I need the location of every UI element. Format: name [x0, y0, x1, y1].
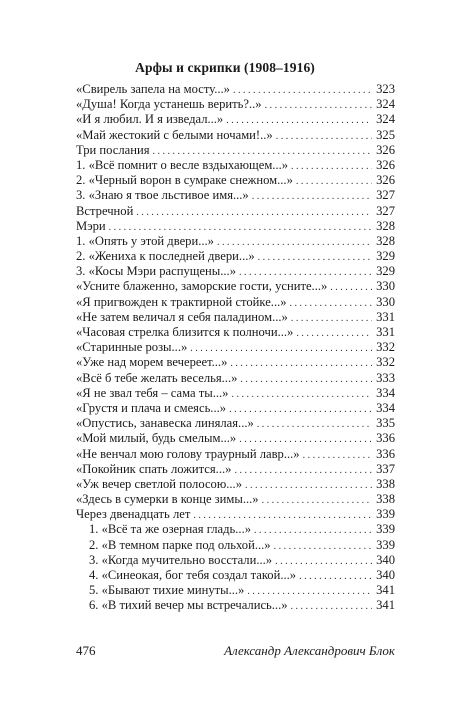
- toc-entry-page: 330: [376, 279, 395, 294]
- dot-leader: [231, 387, 372, 402]
- toc-entry-title: 6. «В тихий вечер мы встречались...»: [89, 598, 288, 613]
- toc-entry-page: 334: [376, 400, 395, 415]
- toc-entry-title: Встречной: [76, 203, 134, 218]
- dot-leader: [190, 341, 372, 356]
- toc-entry: [76, 173, 395, 188]
- toc-entry-title: «Не затем величал я себя паладином...»: [76, 309, 288, 324]
- toc-entry: [76, 204, 395, 219]
- toc-entry-page: 339: [376, 537, 395, 552]
- dot-leader: [262, 493, 372, 508]
- toc-entry-title: 3. «Знаю я твое льстивое имя...»: [76, 188, 249, 203]
- toc-entry-page: 341: [376, 583, 395, 598]
- toc-entry-page: 325: [376, 127, 395, 142]
- toc-entry: [76, 386, 395, 401]
- toc-entry-page: 332: [376, 355, 395, 370]
- toc-entry-page: 327: [376, 188, 395, 203]
- dot-leader: [257, 417, 372, 432]
- toc-entry: [76, 128, 395, 143]
- toc-entry-title: Мэри: [76, 218, 106, 233]
- toc-entry-page: 341: [376, 598, 395, 613]
- toc-entry-page: 331: [376, 325, 395, 339]
- toc-entry-page: 330: [376, 294, 395, 309]
- dot-leader: [247, 584, 372, 599]
- toc-entry: [76, 522, 395, 537]
- toc-entry: [76, 340, 395, 355]
- toc-entry-title: «И я любил. И я изведал...»: [76, 112, 224, 127]
- toc-entry: [76, 416, 395, 431]
- dot-leader: [252, 189, 372, 204]
- toc-entry: [76, 371, 395, 386]
- dot-leader: [258, 250, 372, 265]
- toc-entry-title: «Мой милый, будь смелым...»: [76, 431, 237, 446]
- toc-entry-title: 4. «Синеокая, бог тебя создал такой...»: [89, 568, 297, 582]
- toc-entry-title: «Душа! Когда устанешь верить?..»: [76, 97, 262, 112]
- toc-entry: [76, 82, 395, 97]
- toc-entry-page: 333: [376, 370, 395, 385]
- dot-leader: [217, 235, 372, 250]
- toc-entry-title: «Опустись, занавеска линялая...»: [76, 416, 254, 431]
- toc-entry-page: 326: [376, 157, 395, 172]
- page-footer: [76, 643, 395, 659]
- toc-entry-title: «Грустя и плача и смеясь...»: [76, 400, 227, 415]
- toc-entry-title: «Уже над морем вечереет...»: [76, 355, 228, 370]
- toc-entry-page: 338: [376, 492, 395, 507]
- toc-entry-page: 331: [376, 309, 395, 324]
- toc-entry-page: 336: [376, 446, 395, 461]
- dot-leader: [291, 311, 372, 326]
- toc-entry-title: 2. «Черный ворон в сумраке снежном...»: [76, 173, 293, 188]
- toc-entry-page: 328: [376, 233, 395, 248]
- toc-entry: [76, 583, 395, 598]
- toc-entry-title: «Часовая стрелка близится к полночи...»: [76, 325, 294, 339]
- toc-entry: [76, 325, 395, 340]
- toc-entry-title: 2. «Жениха к последней двери...»: [76, 249, 255, 264]
- toc-entry: [76, 447, 395, 462]
- toc-entry: [76, 492, 395, 507]
- toc-entry-title: 3. «Косы Мэри распущены...»: [76, 264, 237, 279]
- toc-entry-title: 5. «Бывают тихие минуты...»: [89, 583, 245, 598]
- toc-entry-page: 340: [376, 552, 395, 567]
- dot-leader: [290, 296, 372, 311]
- toc-entry-page: 324: [376, 112, 395, 127]
- dot-leader: [330, 280, 372, 295]
- toc-entry-title: Три послания: [76, 142, 150, 157]
- dot-leader: [239, 432, 372, 447]
- toc-entry-title: «Я не звал тебя – сама ты...»: [76, 385, 229, 400]
- toc-entry: [76, 264, 395, 279]
- toc-entry: [76, 219, 395, 234]
- toc-entry-page: 334: [376, 385, 395, 400]
- toc-entry-title: «Покойник спать ложится...»: [76, 461, 232, 476]
- toc-entry-page: 328: [376, 218, 395, 233]
- toc-entry: [76, 431, 395, 446]
- toc-entry-title: «Май жестокий с белыми ночами!..»: [76, 127, 273, 142]
- toc-entry: [76, 462, 395, 477]
- toc-entry-title: «Не венчал мою голову траурный лавр...»: [76, 446, 300, 461]
- toc-entry: [76, 112, 395, 127]
- dot-leader: [230, 356, 372, 371]
- dot-leader: [276, 129, 372, 144]
- toc-entry: [76, 249, 395, 264]
- dot-leader: [233, 83, 372, 98]
- toc-entry-title: «Всё б тебе желать веселья...»: [76, 370, 238, 385]
- dot-leader: [275, 554, 372, 569]
- toc-entry: [76, 295, 395, 310]
- toc-entry-page: 327: [376, 203, 395, 218]
- dot-leader: [226, 113, 372, 128]
- toc-entry-title: «Уж вечер светлой полосою...»: [76, 476, 242, 491]
- toc-entry-title: «Я пригвожден к трактирной стойке...»: [76, 294, 287, 309]
- dot-leader: [136, 205, 372, 220]
- dot-leader: [296, 326, 372, 341]
- toc-entry-page: 338: [376, 476, 395, 491]
- toc-entry-title: «Усните блаженно, заморские гости, усните...»: [76, 279, 328, 294]
- running-author: Александр Александрович Блок: [224, 643, 395, 658]
- dot-leader: [234, 463, 372, 478]
- toc-entry-page: 337: [376, 461, 395, 476]
- dot-leader: [299, 569, 372, 584]
- toc-entry-page: 326: [376, 173, 395, 188]
- toc-entry-title: 1. «Опять у этой двери...»: [76, 233, 214, 248]
- dot-leader: [239, 265, 372, 280]
- toc-entry-title: Через двенадцать лет: [76, 507, 191, 522]
- toc-entry-page: 326: [376, 142, 395, 157]
- table-of-contents: [76, 82, 395, 614]
- toc-entry-page: 324: [376, 97, 395, 112]
- toc-entry: [76, 507, 395, 522]
- toc-entry-page: 339: [376, 522, 395, 537]
- toc-entry: [76, 279, 395, 294]
- toc-entry-page: 332: [376, 340, 395, 355]
- toc-entry-title: 1. «Всё та же озерная гладь...»: [89, 522, 252, 537]
- dot-leader: [109, 220, 372, 235]
- toc-entry-page: 339: [376, 507, 395, 522]
- toc-entry: [76, 598, 395, 613]
- toc-entry: [76, 401, 395, 416]
- toc-entry-page: 335: [376, 416, 395, 431]
- page-number: 476: [76, 643, 96, 658]
- toc-entry: [76, 568, 395, 583]
- dot-leader: [296, 174, 372, 189]
- dot-leader: [245, 478, 372, 493]
- toc-entry-page: 329: [376, 264, 395, 279]
- section-title: Арфы и скрипки (1908–1916): [135, 60, 315, 75]
- toc-entry: [76, 158, 395, 173]
- dot-leader: [229, 402, 372, 417]
- toc-entry: [76, 188, 395, 203]
- dot-leader: [254, 523, 372, 538]
- toc-entry: [76, 143, 395, 158]
- toc-entry-title: 3. «Когда мучительно восстали...»: [89, 552, 273, 567]
- dot-leader: [193, 508, 372, 523]
- toc-entry: [76, 234, 395, 249]
- dot-leader: [303, 448, 372, 463]
- toc-entry-title: «Здесь в сумерки в конце зимы...»: [76, 492, 259, 507]
- toc-entry-page: 323: [376, 82, 395, 96]
- toc-entry: [76, 310, 395, 325]
- toc-entry-title: «Старинные розы...»: [76, 340, 188, 355]
- dot-leader: [291, 159, 372, 174]
- dot-leader: [240, 372, 372, 387]
- toc-entry: [76, 97, 395, 112]
- dot-leader: [152, 144, 372, 159]
- toc-entry-title: 1. «Всё помнит о весле вздыхающем...»: [76, 157, 289, 172]
- toc-entry: [76, 553, 395, 568]
- toc-entry-title: 2. «В темном парке под ольхой...»: [89, 537, 271, 552]
- toc-entry: [76, 355, 395, 370]
- toc-entry-page: 329: [376, 249, 395, 264]
- toc-entry: [76, 477, 395, 492]
- dot-leader: [274, 539, 372, 554]
- toc-entry-page: 340: [376, 568, 395, 582]
- toc-entry-page: 336: [376, 431, 395, 446]
- dot-leader: [291, 599, 372, 614]
- toc-entry: [76, 538, 395, 553]
- toc-entry-title: «Свирель запела на мосту...»: [76, 82, 230, 96]
- dot-leader: [265, 98, 372, 113]
